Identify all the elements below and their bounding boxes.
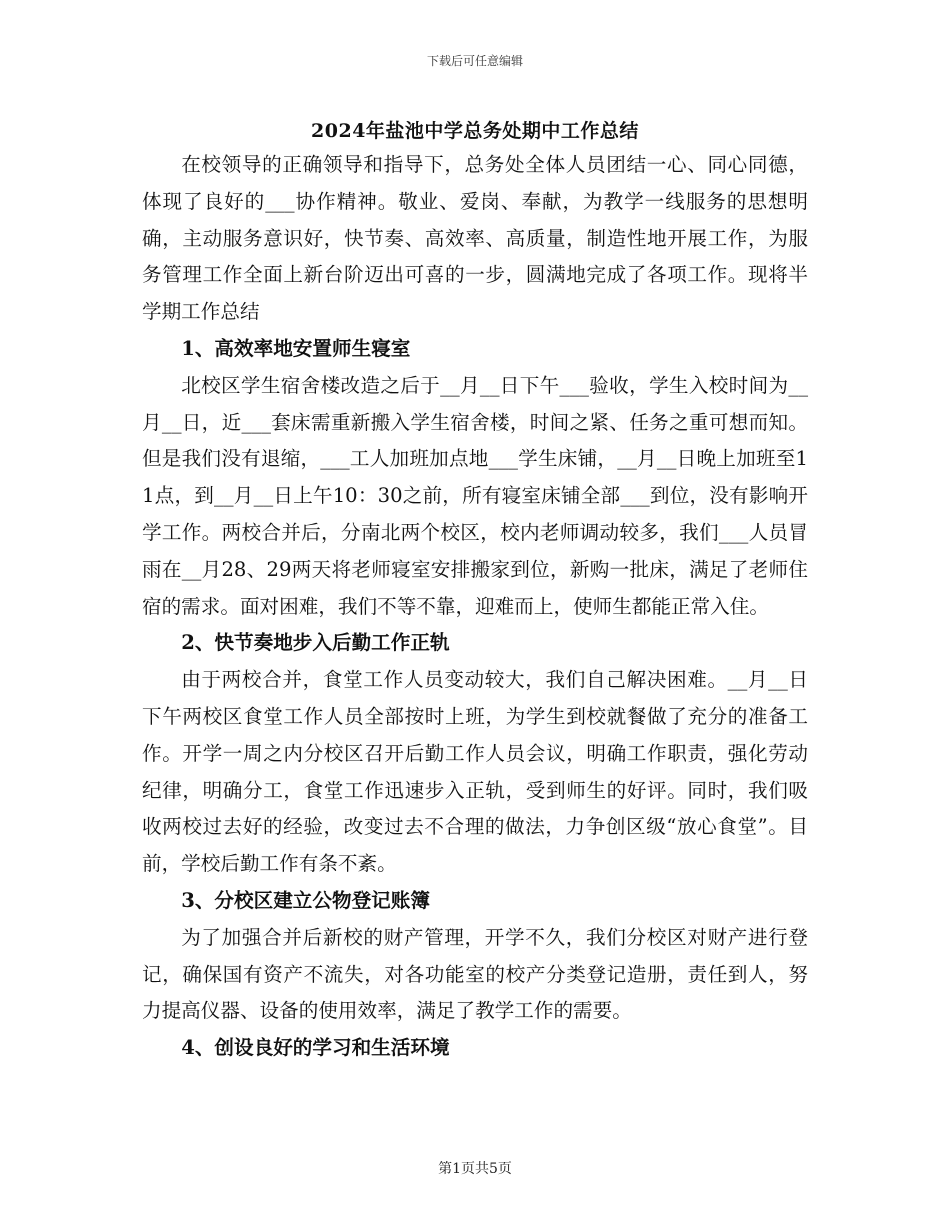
section-body-2: 由于两校合并，食堂工作人员变动较大，我们自己解决困难。__月__日下午两校区食堂工作人员全部按时上班，为学生到校就餐做了充分的准备工作。开学一周之内分校区召开后勤工作人员会议，明确工作职责，强化劳动纪律，明确分工，食堂工作迅速步入正轨，受到师生的好评。同时，我们吸收两校过去好的经验，改变过去不合理的做法，力争创区级“放心食堂”。目前，学校后勤工作有条不紊。 <box>142 668 808 876</box>
document-title: 2024年盐池中学总务处期中工作总结 <box>311 120 639 142</box>
section-heading-1: 1、高效率地安置师生寝室 <box>181 336 411 360</box>
section-heading-4: 4、创设良好的学习和生活环境 <box>181 1036 450 1060</box>
section-body-3: 为了加强合并后新校的财产管理，开学不久，我们分校区对财产进行登记，确保国有资产不流失，对各功能室的校产分类登记造册，责任到人，努力提高仪器、设备的使用效率，满足了教学工作的需要。 <box>142 925 808 1023</box>
section-heading-2: 2、快节奏地步入后勤工作正轨 <box>181 631 450 655</box>
section-heading-3: 3、分校区建立公物登记账簿 <box>181 888 430 912</box>
section-body-1: 北校区学生宿舍楼改造之后于__月__日下午___验收，学生入校时间为__月__日，近___套床需重新搬入学生宿舍楼，时间之紧、任务之重可想而知。但是我们没有退缩，___工人加班加点地___学生床铺，__月__日晚上加班至11点，到__月__日上午10：30之前，所有寝室床铺全部___到位，没有影响开学工作。两校合并后，分南北两个校区，校内老师调动较多，我们___人员冒雨在__月28、29两天将老师寝室安排搬家到位，新购一批床，满足了老师住宿的需求。面对困难，我们不等不靠，迎难而上，使师生都能正常入住。 <box>142 373 808 618</box>
intro-paragraph: 在校领导的正确领导和指导下，总务处全体人员团结一心、同心同德，体现了良好的___协作精神。敬业、爱岗、奉献，为教学一线服务的思想明确，主动服务意识好，快节奏、高效率、高质量，制造性地开展工作，为服务管理工作全面上新台阶迈出可喜的一步，圆满地完成了各项工作。现将半学期工作总结 <box>142 153 808 324</box>
document-body <box>142 147 808 1067</box>
page-number: 第1页共5页 <box>438 1161 512 1177</box>
page-header: 下载后可任意编辑 <box>426 54 523 68</box>
